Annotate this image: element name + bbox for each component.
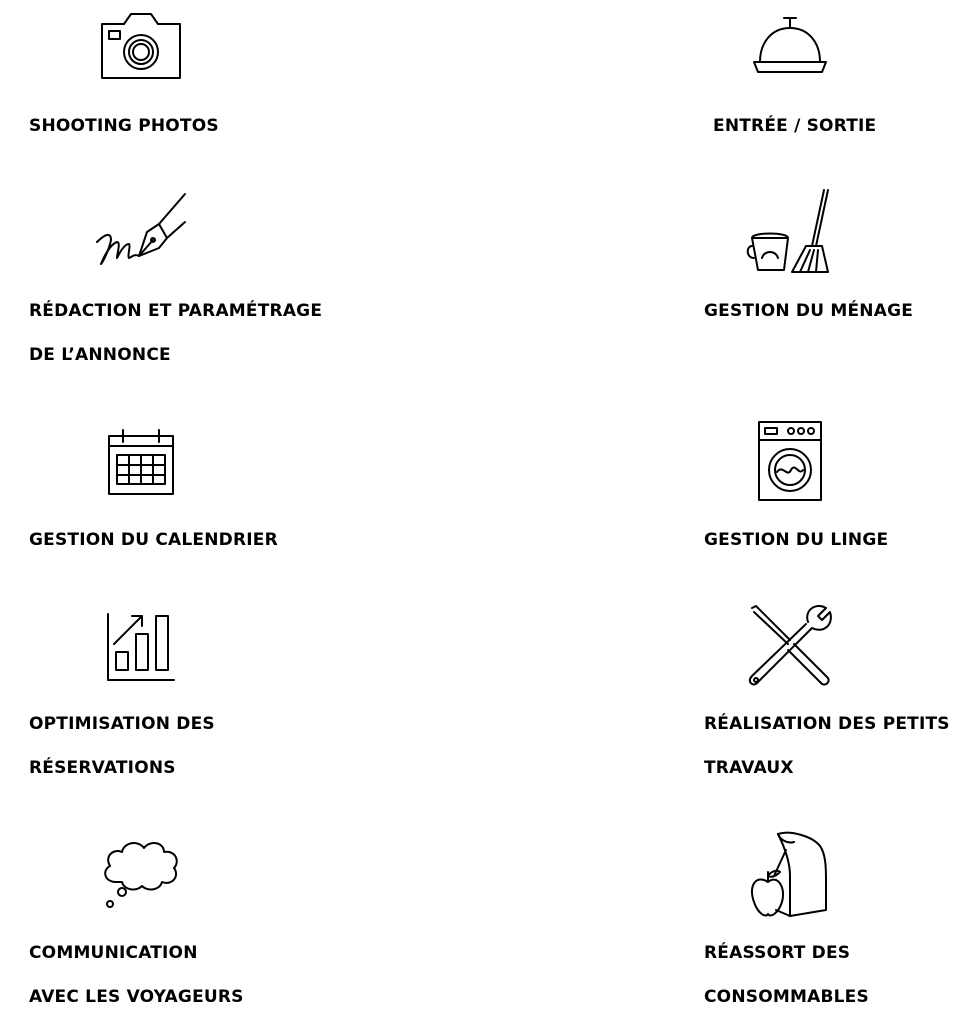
reception-bell-icon xyxy=(752,16,828,76)
growth-chart-icon xyxy=(106,612,176,682)
service-label-supplies: RÉASSORT DES CONSOMMABLES xyxy=(704,943,869,1007)
wrench-screwdriver-icon xyxy=(748,604,832,688)
service-label-communication: COMMUNICATION AVEC LES VOYAGEURS xyxy=(29,943,244,1007)
bucket-broom-icon xyxy=(748,188,832,276)
service-label-calendar: GESTION DU CALENDRIER xyxy=(29,530,278,550)
calendar-icon xyxy=(107,428,175,496)
service-label-repairs: RÉALISATION DES PETITS TRAVAUX xyxy=(704,714,950,778)
grocery-bag-apple-icon xyxy=(750,830,830,920)
service-label-linen: GESTION DU LINGE xyxy=(704,530,889,550)
service-label-shooting-photos: SHOOTING PHOTOS xyxy=(29,116,219,136)
service-label-listing: RÉDACTION ET PARAMÉTRAGE DE L’ANNONCE xyxy=(29,301,323,365)
camera-icon xyxy=(100,12,182,80)
service-label-checkin: ENTRÉE / SORTIE xyxy=(713,116,877,136)
service-label-cleaning: GESTION DU MÉNAGE xyxy=(704,301,914,321)
thought-bubble-icon xyxy=(100,836,182,912)
service-label-bookings: OPTIMISATION DES RÉSERVATIONS xyxy=(29,714,215,778)
fountain-pen-signature-icon xyxy=(95,192,187,268)
washing-machine-icon xyxy=(757,420,823,502)
